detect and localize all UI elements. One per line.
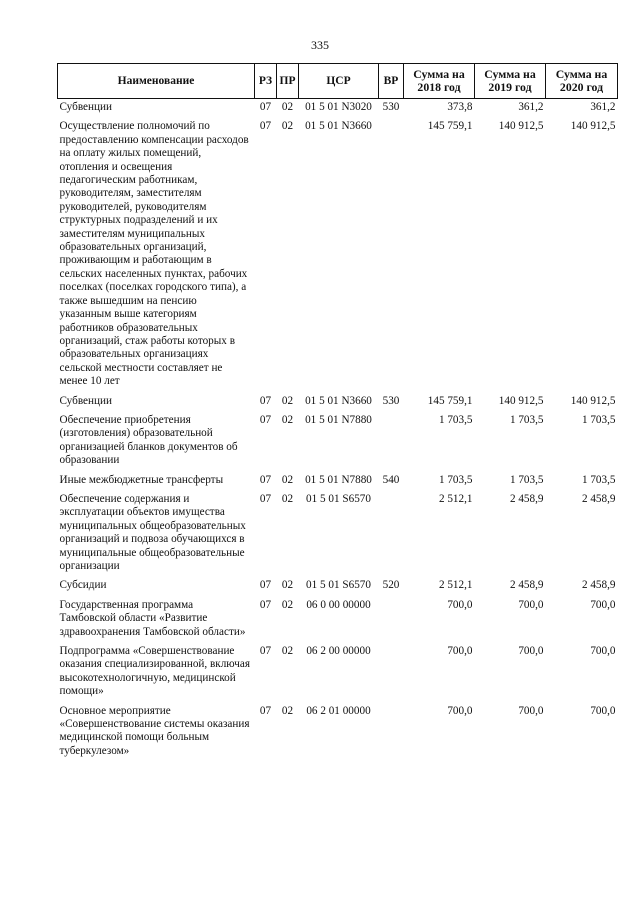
row-name: Обеспечение приобретения (изготовления) образовательной организацией бланков документов об образовании [59,413,238,467]
table-row [58,392,618,411]
row-pr: 02 [281,704,294,717]
row-vr: 530 [382,394,400,407]
row-csr: 01 5 01 S6570 [306,492,371,505]
row-name: Государственная программа Тамбовской области «Развитие здравоохранения Тамбовской области» [59,598,246,638]
row-sum-2019: 700,0 [518,704,544,717]
table-row [58,596,618,642]
row-pr: 02 [281,579,294,592]
row-vr [379,117,404,391]
row-pr: 02 [281,598,294,611]
table-row [58,490,618,576]
row-sum-2019: 2 458,9 [509,492,544,505]
row-sum-2020: 2 458,9 [581,492,616,505]
row-sum-2019: 361,2 [518,101,544,113]
row-csr: 06 2 01 00000 [306,704,371,717]
row-csr: 01 5 01 N7880 [305,473,372,486]
header-csr: ЦСР [299,64,379,99]
table-row [58,702,618,762]
row-name: Осуществление полномочий по предоставлению компенсации расходов на оплату жилых помещений, отопления и освещения педагогическим работникам, руководителям, заместителям руководителей, руководителям структурных подразделений и их заместителям муниципальных образовательных организаций, проживающим и работающим в сельских населенных пунктах, рабочих поселках (поселках городского типа), а также вышедшим на пенсию указанным выше категориям работников образовательных организаций, стаж работы которых в образовательных организациях сельской местности составляет не менее 10 лет [59,120,249,388]
row-rz: 07 [259,473,272,486]
row-sum-2020: 1 703,5 [581,473,616,486]
row-sum-2018: 1 703,5 [438,473,473,486]
header-name: Наименование [58,64,255,99]
row-rz: 07 [259,598,272,611]
row-sum-2018: 2 512,1 [438,579,473,592]
row-pr: 02 [281,413,294,426]
table-row [58,117,618,391]
row-vr [379,411,404,471]
row-csr: 01 5 01 N3660 [305,120,372,133]
row-vr [379,596,404,642]
row-rz: 07 [259,394,272,407]
row-pr: 02 [281,120,294,133]
row-sum-2020: 700,0 [590,598,616,611]
row-csr: 01 5 01 S6570 [306,579,371,592]
row-rz: 07 [259,120,272,133]
row-sum-2018: 700,0 [447,704,473,717]
row-pr: 02 [281,645,294,658]
row-sum-2019: 1 703,5 [509,473,544,486]
row-sum-2019: 140 912,5 [498,120,544,133]
row-rz: 07 [259,492,272,505]
row-rz: 07 [259,579,272,592]
row-pr: 02 [281,394,294,407]
row-rz: 07 [259,101,272,113]
row-sum-2018: 2 512,1 [438,492,473,505]
row-rz: 07 [259,645,272,658]
row-vr [379,490,404,576]
row-csr: 01 5 01 N7880 [305,413,372,426]
row-rz: 07 [259,413,272,426]
row-name: Подпрограмма «Совершенствование оказания специализированной, включая высокотехнологичную, медицинской помощи» [59,645,250,698]
row-csr: 06 2 00 00000 [306,645,371,658]
header-pr: ПР [277,64,299,99]
row-name: Основное мероприятие «Совершенствование системы оказания медицинской помощи больным туберкулезом» [59,704,250,757]
row-sum-2018: 700,0 [447,598,473,611]
table-header-row [58,64,618,99]
row-sum-2019: 140 912,5 [498,394,544,407]
header-sum-2020: Сумма на 2020 год [546,64,618,99]
row-pr: 02 [281,473,294,486]
budget-table [57,63,618,761]
row-vr [379,702,404,762]
row-rz: 07 [259,704,272,717]
page-number: 335 [311,38,329,52]
header-sum-2019: Сумма на 2019 год [475,64,546,99]
row-sum-2018: 700,0 [447,645,473,658]
row-sum-2020: 1 703,5 [581,413,616,426]
table-row [58,411,618,471]
row-sum-2020: 140 912,5 [570,120,616,133]
row-pr: 02 [281,101,294,113]
row-sum-2018: 373,8 [447,101,473,113]
table-row [58,471,618,490]
row-sum-2019: 700,0 [518,598,544,611]
table-row [58,99,618,118]
row-name: Субсидии [59,579,107,592]
header-vr: ВР [379,64,404,99]
row-pr: 02 [281,492,294,505]
row-sum-2020: 140 912,5 [570,394,616,407]
row-name: Иные межбюджетные трансферты [59,473,224,486]
row-vr: 530 [382,101,400,113]
row-sum-2020: 2 458,9 [581,579,616,592]
table-row [58,642,618,702]
row-csr: 01 5 01 N3020 [305,101,372,113]
row-name: Обеспечение содержания и эксплуатации объектов имущества муниципальных общеобразовательных организаций и подвоза обучающихся в муниципальные общеобразовательные организации [59,492,246,572]
row-csr: 01 5 01 N3660 [305,394,372,407]
row-sum-2018: 1 703,5 [438,413,473,426]
row-sum-2019: 2 458,9 [509,579,544,592]
row-sum-2020: 700,0 [590,645,616,658]
row-vr: 540 [382,473,400,486]
row-vr [379,642,404,702]
row-sum-2019: 1 703,5 [509,413,544,426]
row-vr: 520 [382,579,400,592]
header-rz: РЗ [255,64,277,99]
row-sum-2018: 145 759,1 [427,120,473,133]
row-sum-2019: 700,0 [518,645,544,658]
table-row [58,576,618,595]
row-name: Субвенции [59,394,112,407]
row-csr: 06 0 00 00000 [306,598,371,611]
row-name: Субвенции [59,101,112,113]
row-sum-2020: 361,2 [590,101,616,113]
header-sum-2018: Сумма на 2018 год [404,64,475,99]
row-sum-2020: 700,0 [590,704,616,717]
row-sum-2018: 145 759,1 [427,394,473,407]
